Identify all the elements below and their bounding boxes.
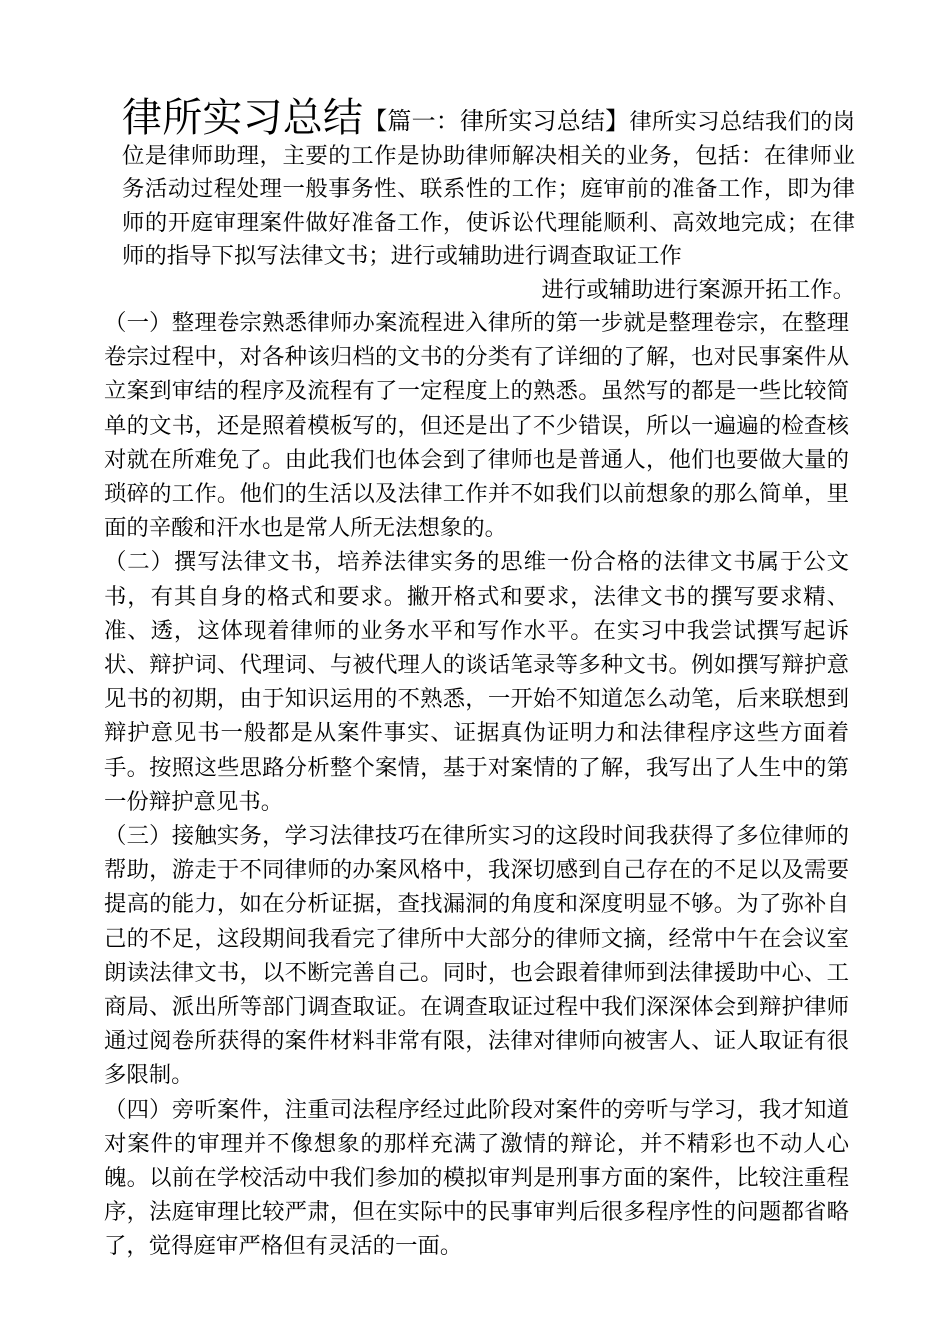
document-header [122, 95, 856, 308]
paragraph-3: （三）接触实务，学习法律技巧在律所实习的这段时间我获得了多位律师的帮助，游走于不同律师的办案风格中，我深切感到自己存在的不足以及需要提高的能力，如在分析证据，查找漏洞的角度和深度明显不够。为了弥补自己的不足，这段期间我看完了律所中大部分的律师文摘，经常中午在会议室朗读法律文书，以不断完善自己。同时，也会跟着律师到法律援助中心、工商局、派出所等部门调查取证。在调查取证过程中我们深深体会到辩护律师通过阅卷所获得的案件材料非常有限，法律对律师向被害人、证人取证有很多限制。 [104, 823, 849, 1089]
paragraph-1: （一）整理卷宗熟悉律师办案流程进入律所的第一步就是整理卷宗，在整理卷宗过程中，对各种该归档的文书的分类有了详细的了解，也对民事案件从立案到审结的程序及流程有了一定程度上的熟悉。虽然写的都是一些比较简单的文书，还是照着模板写的，但还是出了不少错误，所以一遍遍的检查核对就在所难免了。由此我们也体会到了律师也是普通人，他们也要做大量的琐碎的工作。他们的生活以及法律工作并不如我们以前想象的那么简单，里面的辛酸和汗水也是常人所无法想象的。 [104, 310, 849, 542]
document-title: 律所实习总结 [122, 95, 364, 141]
paragraph-4: （四）旁听案件，注重司法程序经过此阶段对案件的旁听与学习，我才知道对案件的审理并不像想象的那样充满了激情的辩论，并不精彩也不动人心魄。以前在学校活动中我们参加的模拟审判是刑事方面的案件，比较注重程序，法庭审理比较严肃，但在实际中的民事审判后很多程序性的问题都省略了，觉得庭审严格但有灵活的一面。 [104, 1096, 849, 1260]
intro-last-line: 进行或辅助进行案源开拓工作。 [541, 276, 855, 303]
document-body [104, 306, 849, 1264]
paragraph-2: （二）撰写法律文书，培养法律实务的思维一份合格的法律文书属于公文书，有其自身的格式和要求。撇开格式和要求，法律文书的撰写要求精、准、透，这体现着律师的业务水平和写作水平。在实习中我尝试撰写起诉状、辩护词、代理词、与被代理人的谈话笔录等多种文书。例如撰写辩护意见书的初期，由于知识运用的不熟悉，一开始不知道怎么动笔，后来联想到辩护意见书一般都是从案件事实、证据真伪证明力和法律程序这些方面着手。按照这些思路分析整个案情，基于对案情的了解，我写出了人生中的第一份辩护意见书。 [104, 549, 849, 815]
section-header: 【篇一：律所实习总结】 [363, 107, 630, 135]
intro-text: 律所实习总结我们的岗位是律师助理，主要的工作是协助律师解决相关的业务，包括：在律师业务活动过程处理一般事务性、联系性的工作；庭审前的准备工作，即为律师的开庭审理案件做好准备工作，使诉讼代理能顺利、高效地完成；在律师的指导下拟写法律文书；进行或辅助进行调查取证工作 [122, 109, 856, 270]
